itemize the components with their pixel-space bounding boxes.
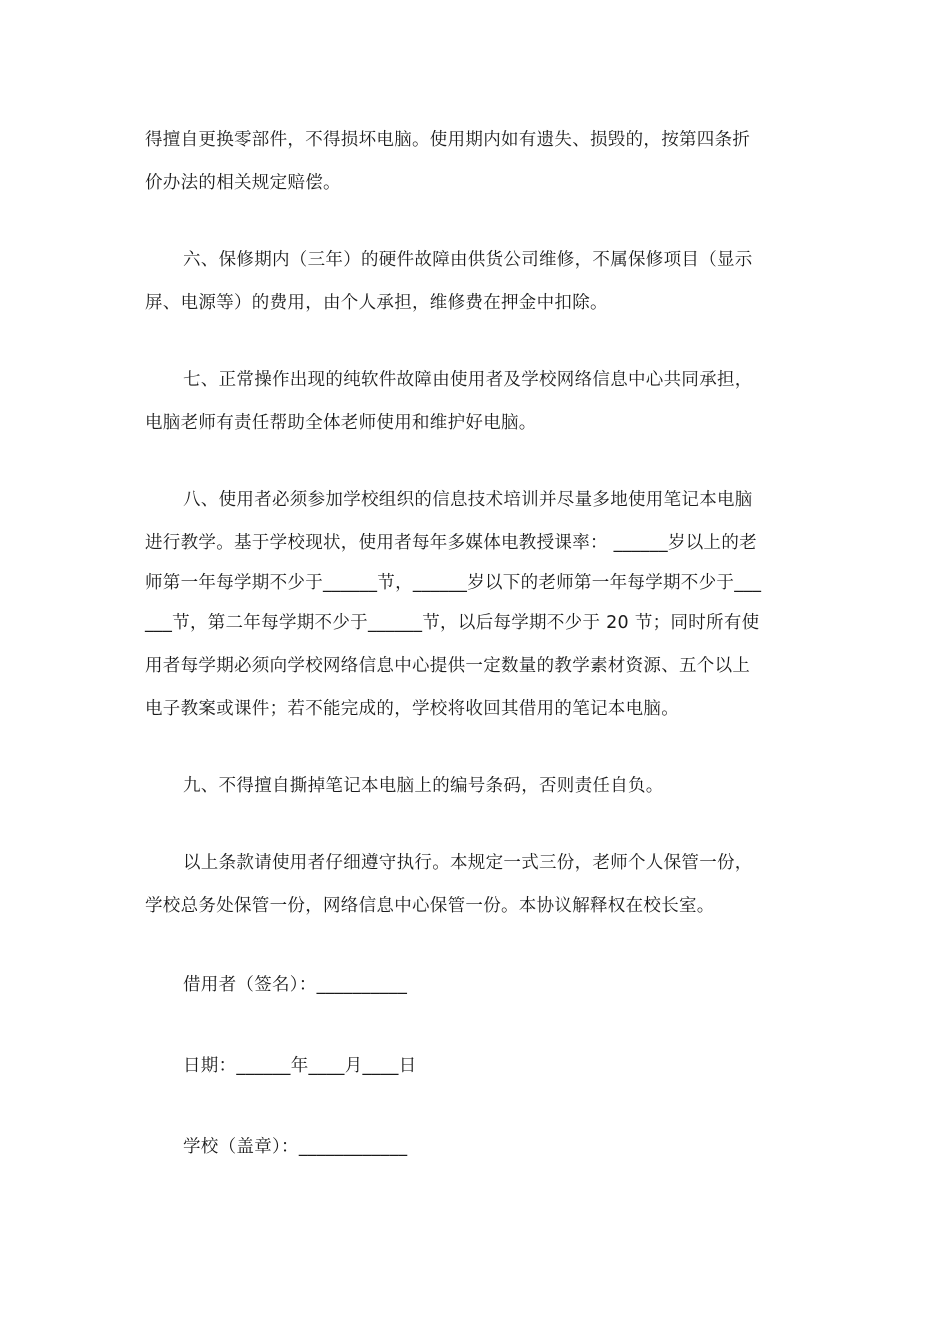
borrower-signature-field: 借用者（签名）：__________	[183, 975, 408, 995]
clause-6-line-2: 屏、电源等）的费用，由个人承担，维修费在押金中扣除。	[145, 293, 608, 313]
clause-8-line-6: 电子教案或课件；若不能完成的，学校将收回其借用的笔记本电脑。	[145, 699, 679, 719]
date-field: 日期：______年____月____日	[183, 1056, 417, 1076]
clause-9-line-1: 九、不得擅自撕掉笔记本电脑上的编号条码，否则责任自负。	[183, 776, 664, 796]
clause-7-line-2: 电脑老师有责任帮助全体老师使用和维护好电脑。	[145, 413, 537, 433]
clause-5-line-2: 价办法的相关规定赔偿。	[145, 173, 341, 193]
clause-5-line-1: 得擅自更换零部件，不得损坏电脑。使用期内如有遗失、损毁的，按第四条折	[145, 130, 751, 150]
clause-8-line-2: 进行教学。基于学校现状，使用者每年多媒体电教授课率： ______岁以上的老	[145, 533, 757, 553]
clause-8-line-1: 八、使用者必须参加学校组织的信息技术培训并尽量多地使用笔记本电脑	[183, 490, 753, 510]
clause-8-line-4: ___节，第二年每学期不少于______节，以后每学期不少于 20 节；同时所有使	[145, 613, 760, 633]
closing-line-2: 学校总务处保管一份，网络信息中心保管一份。本协议解释权在校长室。	[145, 896, 715, 916]
closing-line-1: 以上条款请使用者仔细遵守执行。本规定一式三份，老师个人保管一份，	[183, 853, 753, 873]
clause-8-line-3: 师第一年每学期不少于______节，______岁以下的老师第一年每学期不少于___	[145, 573, 762, 593]
clause-8-line-5: 用者每学期必须向学校网络信息中心提供一定数量的教学素材资源、五个以上	[145, 656, 751, 676]
clause-7-line-1: 七、正常操作出现的纯软件故障由使用者及学校网络信息中心共同承担，	[183, 370, 753, 390]
school-seal-field: 学校（盖章）：____________	[183, 1137, 408, 1157]
clause-6-line-1: 六、保修期内（三年）的硬件故障由供货公司维修，不属保修项目（显示	[183, 250, 753, 270]
